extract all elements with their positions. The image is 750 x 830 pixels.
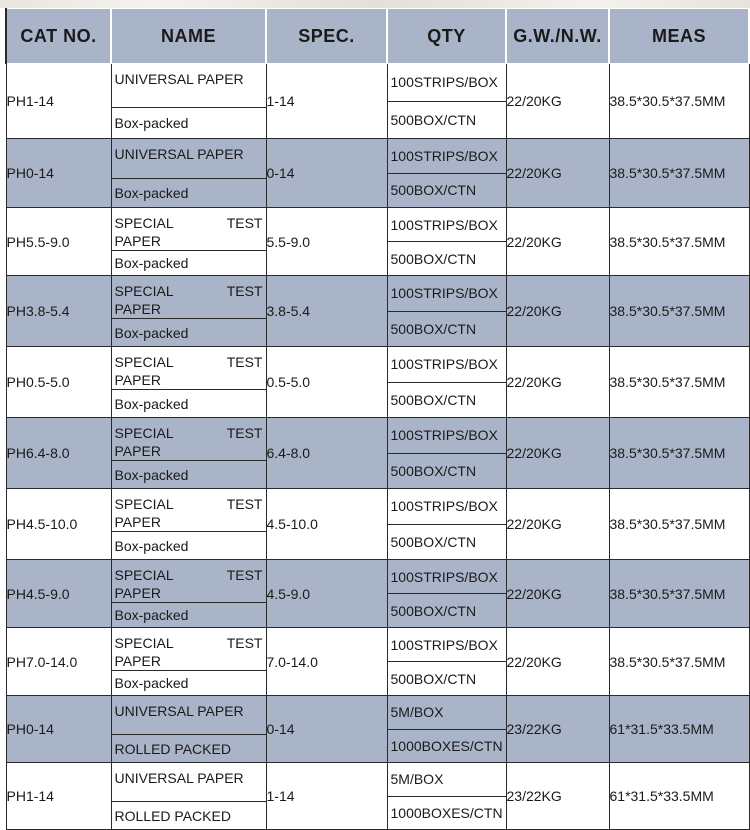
name-cell xyxy=(111,628,266,696)
name-cell xyxy=(111,276,266,347)
qty-cell xyxy=(387,208,506,276)
meas-cell xyxy=(609,276,749,347)
spec-cell xyxy=(266,276,387,347)
measurement: 61*31.5*33.5MM xyxy=(609,721,714,737)
cat-no-cell xyxy=(6,347,111,418)
qty-per-carton: 500BOX/CTN xyxy=(390,182,477,199)
packing-type: Box-packed xyxy=(114,675,189,691)
qty-per-carton: 500BOX/CTN xyxy=(390,602,477,619)
name-cell xyxy=(111,64,266,139)
cat-no: PH5.5-9.0 xyxy=(6,233,70,250)
packing-type: Box-packed xyxy=(114,537,189,554)
qty-per-box: 100STRIPS/BOX xyxy=(390,498,498,515)
table-header-row xyxy=(6,9,749,64)
cat-no: PH7.0-14.0 xyxy=(6,653,78,670)
qty-per-carton: 1000BOXES/CTN xyxy=(390,737,503,754)
gw-nw-cell xyxy=(506,489,609,560)
product-name: UNIVERSAL PAPER xyxy=(114,71,244,87)
spec-cell xyxy=(266,628,387,696)
spec-range: 4.5-10.0 xyxy=(266,516,318,532)
spec-range: 4.5-9.0 xyxy=(266,585,311,602)
header-gw-nw: G.W./N.W. xyxy=(506,9,609,64)
gw-nw-cell xyxy=(506,139,609,208)
spec-cell xyxy=(266,696,387,763)
packing-type: Box-packed xyxy=(114,466,189,483)
header-name: NAME xyxy=(111,9,266,64)
meas-cell xyxy=(609,763,749,830)
cat-no: PH3.8-5.4 xyxy=(6,303,70,319)
gw-nw-cell xyxy=(506,763,609,830)
measurement: 61*31.5*33.5MM xyxy=(609,788,714,804)
table-row xyxy=(6,628,749,696)
product-name: SPECIAL TEST PAPER xyxy=(114,283,263,317)
qty-cell xyxy=(387,763,506,830)
table-row xyxy=(6,64,749,139)
qty-cell xyxy=(387,347,506,418)
cat-no-cell xyxy=(6,139,111,208)
spec-range: 5.5-9.0 xyxy=(266,233,311,250)
cat-no: PH6.4-8.0 xyxy=(6,445,70,461)
gw-nw-cell xyxy=(506,696,609,763)
qty-per-box: 100STRIPS/BOX xyxy=(390,285,498,302)
spec-range: 0-14 xyxy=(266,165,295,181)
measurement: 38.5*30.5*37.5MM xyxy=(609,516,726,532)
gw-nw-cell xyxy=(506,208,609,276)
qty-cell xyxy=(387,139,506,208)
header-meas: MEAS xyxy=(609,9,749,64)
qty-per-box: 100STRIPS/BOX xyxy=(390,74,498,91)
qty-per-box: 100STRIPS/BOX xyxy=(390,147,498,164)
packing-type: Box-packed xyxy=(114,324,189,341)
meas-cell xyxy=(609,64,749,139)
qty-per-box: 100STRIPS/BOX xyxy=(390,636,498,653)
meas-cell xyxy=(609,139,749,208)
name-cell xyxy=(111,763,266,830)
qty-per-box: 100STRIPS/BOX xyxy=(390,216,498,233)
qty-per-carton: 500BOX/CTN xyxy=(390,533,477,550)
qty-per-carton: 500BOX/CTN xyxy=(390,320,477,337)
qty-per-box: 5M/BOX xyxy=(390,704,444,721)
spec-cell xyxy=(266,418,387,489)
name-cell xyxy=(111,560,266,628)
table-row xyxy=(6,347,749,418)
gw-nw-cell xyxy=(506,276,609,347)
name-cell xyxy=(111,139,266,208)
packing-type: Box-packed xyxy=(114,395,189,412)
product-name: UNIVERSAL PAPER xyxy=(114,146,244,162)
name-cell xyxy=(111,208,266,276)
spec-cell xyxy=(266,560,387,628)
table-row xyxy=(6,208,749,276)
cat-no-cell xyxy=(6,696,111,763)
spec-range: 0.5-5.0 xyxy=(266,374,311,390)
header-spec: SPEC. xyxy=(266,9,387,64)
spec-cell xyxy=(266,763,387,830)
packing-type: ROLLED PACKED xyxy=(114,740,231,757)
weight: 22/20KG xyxy=(506,516,562,532)
spec-cell xyxy=(266,64,387,139)
meas-cell xyxy=(609,347,749,418)
meas-cell xyxy=(609,560,749,628)
spec-range: 0-14 xyxy=(266,721,295,737)
meas-cell xyxy=(609,208,749,276)
qty-per-carton: 500BOX/CTN xyxy=(390,250,477,267)
product-spec-table xyxy=(5,8,750,830)
top-decorative-strip xyxy=(0,0,750,8)
qty-per-carton: 1000BOXES/CTN xyxy=(390,804,503,821)
qty-cell xyxy=(387,276,506,347)
spec-cell xyxy=(266,139,387,208)
gw-nw-cell xyxy=(506,347,609,418)
qty-per-carton: 500BOX/CTN xyxy=(390,670,477,687)
cat-no: PH1-14 xyxy=(6,93,54,109)
cat-no: PH1-14 xyxy=(6,788,54,804)
qty-cell xyxy=(387,696,506,763)
measurement: 38.5*30.5*37.5MM xyxy=(609,93,726,109)
cat-no-cell xyxy=(6,64,111,139)
table-row xyxy=(6,696,749,763)
qty-per-box: 100STRIPS/BOX xyxy=(390,427,498,444)
gw-nw-cell xyxy=(506,64,609,139)
cat-no: PH0-14 xyxy=(6,721,54,737)
packing-type: Box-packed xyxy=(114,607,189,623)
qty-cell xyxy=(387,418,506,489)
weight: 22/20KG xyxy=(506,653,562,670)
cat-no-cell xyxy=(6,763,111,830)
header-qty: QTY xyxy=(387,9,506,64)
cat-no: PH0-14 xyxy=(6,165,54,181)
packing-type: Box-packed xyxy=(114,114,189,131)
measurement: 38.5*30.5*37.5MM xyxy=(609,233,726,250)
packing-type: Box-packed xyxy=(114,255,189,271)
name-cell xyxy=(111,489,266,560)
cat-no-cell xyxy=(6,276,111,347)
qty-per-carton: 500BOX/CTN xyxy=(390,391,477,408)
weight: 22/20KG xyxy=(506,585,562,602)
product-name: SPECIAL TEST PAPER xyxy=(114,567,263,601)
spec-range: 3.8-5.4 xyxy=(266,303,311,319)
spec-cell xyxy=(266,489,387,560)
spec-range: 1-14 xyxy=(266,788,295,804)
name-cell xyxy=(111,347,266,418)
cat-no-cell xyxy=(6,208,111,276)
packing-type: Box-packed xyxy=(114,185,189,202)
weight: 23/22KG xyxy=(506,788,562,804)
table-row xyxy=(6,139,749,208)
table-row xyxy=(6,763,749,830)
cat-no-cell xyxy=(6,489,111,560)
name-cell xyxy=(111,418,266,489)
cat-no-cell xyxy=(6,560,111,628)
weight: 22/20KG xyxy=(506,445,562,461)
product-name: UNIVERSAL PAPER xyxy=(114,770,244,786)
gw-nw-cell xyxy=(506,560,609,628)
weight: 22/20KG xyxy=(506,165,562,181)
cat-no: PH4.5-9.0 xyxy=(6,585,70,602)
gw-nw-cell xyxy=(506,418,609,489)
meas-cell xyxy=(609,489,749,560)
cat-no: PH4.5-10.0 xyxy=(6,516,78,532)
measurement: 38.5*30.5*37.5MM xyxy=(609,303,726,319)
qty-cell xyxy=(387,628,506,696)
weight: 22/20KG xyxy=(506,233,562,250)
table-row xyxy=(6,560,749,628)
header-cat-no: CAT NO. xyxy=(6,9,111,64)
cat-no-cell xyxy=(6,628,111,696)
qty-per-box: 100STRIPS/BOX xyxy=(390,356,498,373)
measurement: 38.5*30.5*37.5MM xyxy=(609,585,726,602)
spec-range: 6.4-8.0 xyxy=(266,445,311,461)
measurement: 38.5*30.5*37.5MM xyxy=(609,445,726,461)
qty-per-carton: 500BOX/CTN xyxy=(390,462,477,479)
meas-cell xyxy=(609,696,749,763)
weight: 23/22KG xyxy=(506,721,562,737)
measurement: 38.5*30.5*37.5MM xyxy=(609,653,726,670)
qty-per-box: 100STRIPS/BOX xyxy=(390,568,498,585)
name-cell xyxy=(111,696,266,763)
table-row xyxy=(6,418,749,489)
weight: 22/20KG xyxy=(506,374,562,390)
spec-range: 1-14 xyxy=(266,93,295,109)
spec-cell xyxy=(266,208,387,276)
packing-type: ROLLED PACKED xyxy=(114,807,231,824)
meas-cell xyxy=(609,418,749,489)
spec-range: 7.0-14.0 xyxy=(266,653,318,670)
spec-cell xyxy=(266,347,387,418)
qty-cell xyxy=(387,489,506,560)
qty-cell xyxy=(387,560,506,628)
cat-no-cell xyxy=(6,418,111,489)
qty-per-box: 5M/BOX xyxy=(390,771,444,788)
qty-cell xyxy=(387,64,506,139)
cat-no: PH0.5-5.0 xyxy=(6,374,70,390)
weight: 22/20KG xyxy=(506,93,562,109)
measurement: 38.5*30.5*37.5MM xyxy=(609,374,726,390)
product-name: SPECIAL TEST PAPER xyxy=(114,635,263,669)
measurement: 38.5*30.5*37.5MM xyxy=(609,165,726,181)
product-name: SPECIAL TEST PAPER xyxy=(114,215,263,249)
gw-nw-cell xyxy=(506,628,609,696)
weight: 22/20KG xyxy=(506,303,562,319)
product-name: UNIVERSAL PAPER xyxy=(114,703,244,719)
product-name: SPECIAL TEST PAPER xyxy=(114,425,263,459)
meas-cell xyxy=(609,628,749,696)
product-name: SPECIAL TEST PAPER xyxy=(114,354,263,388)
table-row xyxy=(6,489,749,560)
table-row xyxy=(6,276,749,347)
qty-per-carton: 500BOX/CTN xyxy=(390,111,477,128)
product-name: SPECIAL TEST PAPER xyxy=(114,496,263,530)
